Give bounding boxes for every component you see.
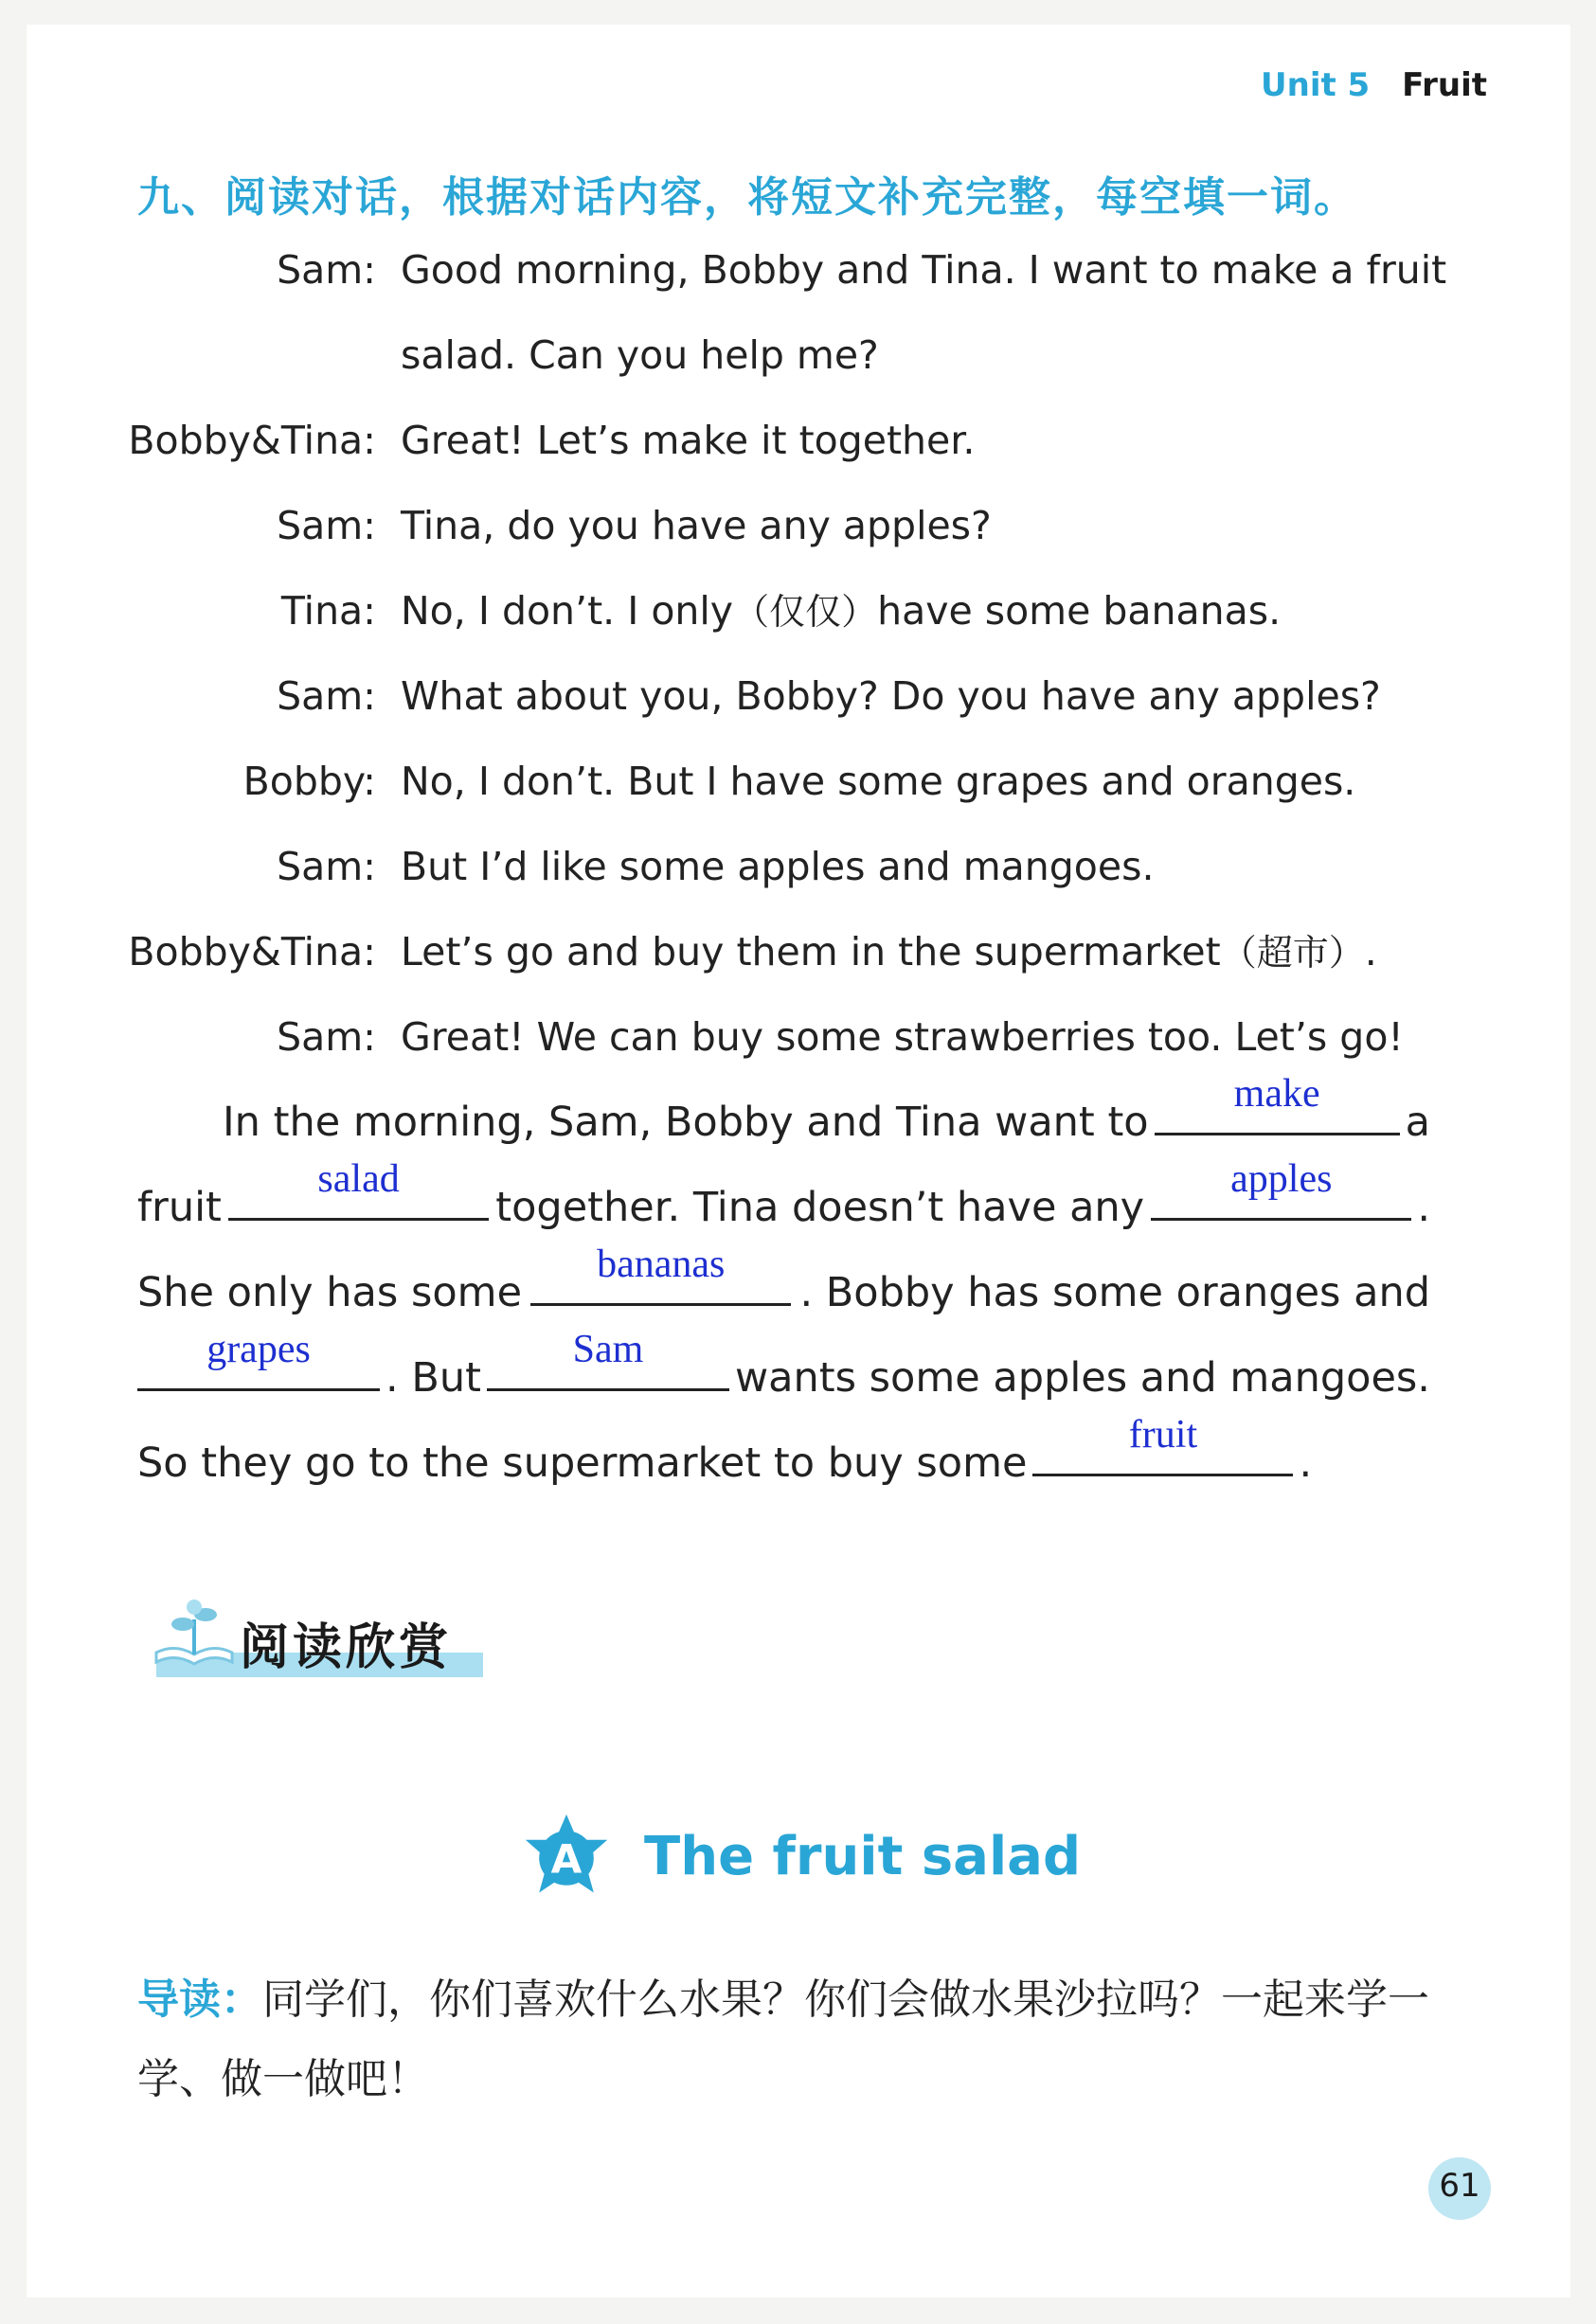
- star-badge-icon: [521, 1813, 612, 1904]
- story-title: The fruit salad: [644, 1826, 1082, 1887]
- dialogue-text: Good morning, Bobby and Tina. I want to make a fruit: [401, 247, 1447, 293]
- answer-text: grapes: [206, 1328, 311, 1371]
- guide-text: 同学们，你们喜欢什么水果？你们会做水果沙拉吗？一起来学一学、做一做吧！: [137, 1975, 1429, 2103]
- passage-text: She only has some: [137, 1269, 523, 1316]
- badge-letter: A: [550, 1835, 583, 1883]
- page-number: [1428, 2157, 1504, 2233]
- passage-text: In the morning, Sam, Bobby and Tina want to: [223, 1099, 1149, 1146]
- speaker: Bobby&Tina:: [128, 418, 376, 463]
- reading-guide: [137, 1960, 1444, 2119]
- passage-text: .: [1417, 1184, 1430, 1231]
- dialogue-text-part: No, I don’t. I only: [401, 588, 734, 634]
- answer-text: make: [1233, 1072, 1320, 1116]
- dialogue-text-part: have some bananas.: [877, 588, 1282, 634]
- answer-text: bananas: [597, 1242, 726, 1286]
- answer-blank[interactable]: [487, 1328, 729, 1391]
- guide-label: 导读：: [137, 1975, 262, 2024]
- passage-tail: [1145, 1157, 1430, 1241]
- speaker: Tina:: [280, 588, 376, 634]
- dialogue-line: [0, 668, 1596, 724]
- gloss-note: （仅仅）: [733, 591, 878, 633]
- question-title: 九、阅读对话，根据对话内容，将短文补充完整，每空填一词。: [137, 173, 1357, 222]
- answer-blank[interactable]: [530, 1242, 791, 1306]
- answer-text: Sam: [572, 1328, 644, 1371]
- section-header: [147, 1586, 488, 1690]
- dialogue-line: [0, 753, 1596, 810]
- dialogue-text: salad. Can you help me?: [401, 332, 879, 378]
- passage-text: together. Tina doesn’t have any: [495, 1184, 1145, 1231]
- dialogue-text: [401, 582, 1281, 640]
- passage-text: a: [1405, 1099, 1430, 1146]
- dialogue-text: Great! We can buy some strawberries too. Let’s go!: [401, 1014, 1404, 1060]
- dialogue-line: [0, 241, 1596, 298]
- speaker: Bobby&Tina:: [128, 929, 376, 974]
- gloss-note: （超市）: [1220, 932, 1365, 974]
- dialogue-line: [0, 497, 1596, 554]
- passage-text: .: [1299, 1439, 1313, 1487]
- passage-text: So they go to the supermarket to buy some: [137, 1439, 1028, 1487]
- speaker: Bobby:: [242, 759, 376, 804]
- unit-label: Unit 5: [1261, 66, 1371, 104]
- section-title: 阅读欣赏: [240, 1619, 453, 1676]
- dialogue-line: [0, 923, 1596, 980]
- answer-blank[interactable]: [1032, 1413, 1293, 1476]
- dialogue-text-part: Let’s go and buy them in the supermarket: [401, 929, 1221, 974]
- dialogue-text-part: .: [1364, 929, 1377, 974]
- speaker: Sam:: [277, 503, 376, 548]
- dialogue-line: [0, 838, 1596, 895]
- speaker: Sam:: [277, 247, 376, 293]
- answer-blank[interactable]: [1155, 1072, 1400, 1135]
- answer-blank[interactable]: [228, 1157, 489, 1221]
- dialogue-text: No, I don’t. But I have some grapes and oranges.: [401, 759, 1356, 804]
- answer-text: fruit: [1128, 1413, 1198, 1457]
- dialogue-line: [0, 412, 1596, 469]
- answer-text: apples: [1230, 1157, 1333, 1201]
- passage-line: [137, 1413, 1430, 1496]
- dialogue-line: [0, 327, 1596, 384]
- dialogue-text: What about you, Bobby? Do you have any apples?: [401, 673, 1381, 719]
- passage-text: wants some apples and mangoes.: [734, 1354, 1430, 1402]
- page-header: [1261, 66, 1487, 104]
- dialogue-text: But I’d like some apples and mangoes.: [401, 844, 1155, 889]
- speaker: Sam:: [277, 1014, 376, 1060]
- page-number-text: 61: [1439, 2167, 1480, 2205]
- unit-topic: Fruit: [1402, 66, 1487, 104]
- dialogue-line: [0, 1009, 1596, 1065]
- answer-blank[interactable]: [1151, 1157, 1411, 1221]
- passage-text: fruit: [137, 1184, 222, 1231]
- open-book-plant-icon: [147, 1586, 242, 1681]
- dialogue-text: [401, 923, 1377, 981]
- passage-text: . But: [386, 1354, 481, 1402]
- answer-text: salad: [317, 1157, 400, 1201]
- answer-blank[interactable]: [137, 1328, 380, 1391]
- speaker: Sam:: [277, 844, 376, 889]
- dialogue-text: Great! Let’s make it together.: [401, 418, 976, 463]
- dialogue-line: [0, 582, 1596, 639]
- passage-text: . Bobby has some oranges and: [799, 1269, 1430, 1316]
- speaker: Sam:: [277, 673, 376, 719]
- dialogue-text: Tina, do you have any apples?: [401, 503, 992, 548]
